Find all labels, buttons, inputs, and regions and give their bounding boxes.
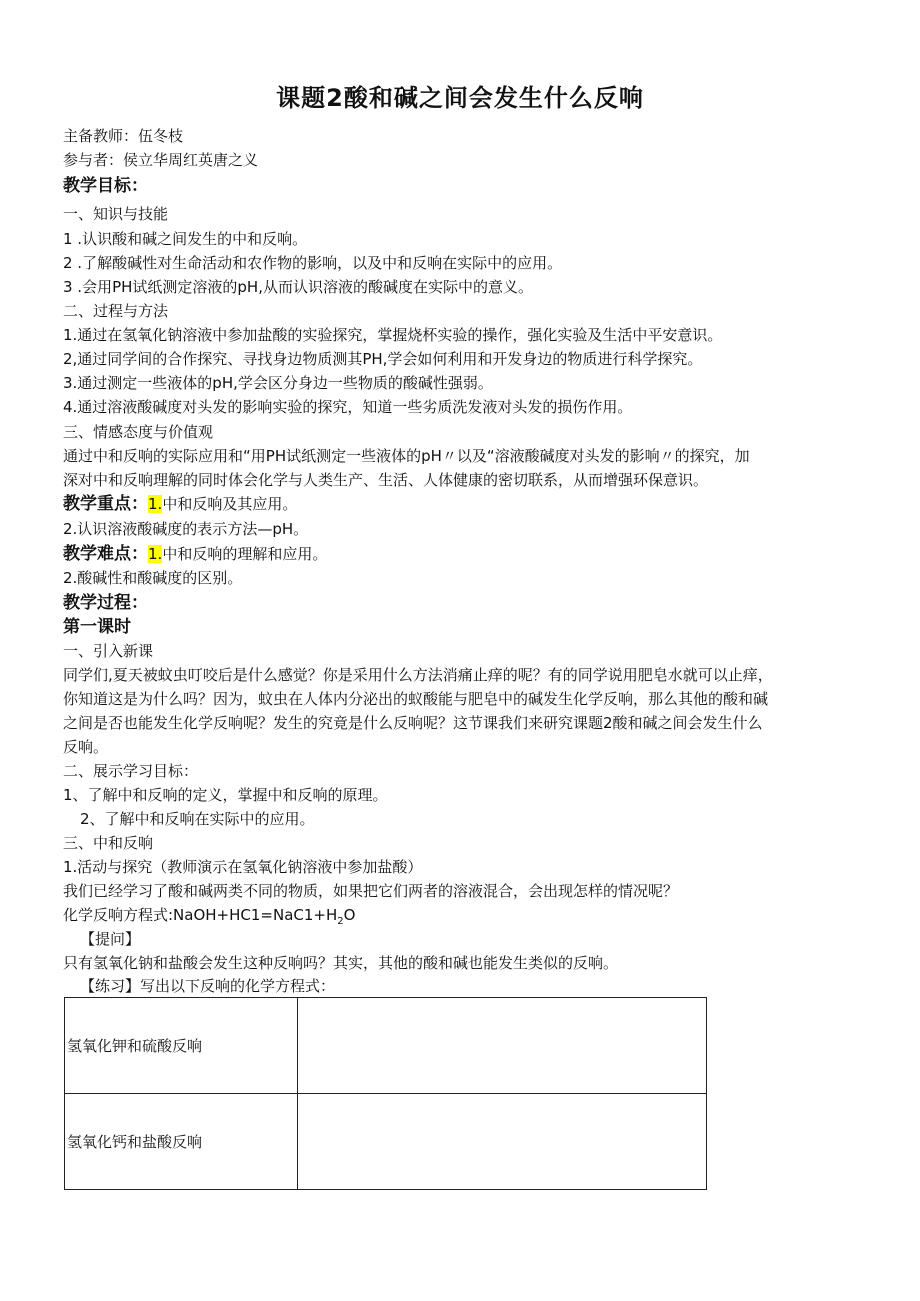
key-points (63, 494, 297, 514)
key-point-item: 2.认识溶液酸碱度的表示方法—pH。 (63, 520, 309, 538)
difficulties (63, 544, 327, 564)
key-point-item: 中和反响及其应用。 (162, 495, 298, 513)
process-heading: 二、过程与方法 (63, 302, 169, 320)
difficulty-item: 2.酸碱性和酸碱度的区别。 (63, 569, 243, 587)
equation-end: O (343, 906, 356, 924)
knowledge-item: 2 .了解酸碱性对生命活动和农作物的影响，以及中和反响在实际中的应用。 (63, 254, 563, 272)
answer-cell[interactable] (298, 1094, 707, 1190)
ask-label: 【提问】 (80, 930, 141, 948)
intro-text: 同学们,夏天被蚊虫叮咬后是什么感觉？你是采用什么方法消痛止痒的呢？有的同学说用肥皂水就可以止痒， (63, 666, 773, 684)
chemical-equation (63, 905, 355, 932)
process-item: 2,通过同学间的合作探究、寻找身边物质测其PH,学会如何利用和开发身边的物质进行科学探究。 (63, 350, 703, 368)
intro-text: 反响。 (63, 738, 109, 756)
answer-cell[interactable] (298, 998, 707, 1094)
goal-item: 1、了解中和反响的定义，掌握中和反响的原理。 (63, 786, 388, 804)
goal-item: 2、了解中和反响在实际中的应用。 (80, 810, 315, 828)
question-text: 我们已经学习了酸和碱两类不同的物质，如果把它们两者的溶液混合，会出现怎样的情况呢？ (63, 882, 679, 900)
page-title: 课题2酸和碱之间会发生什么反响 (276, 84, 644, 112)
participants: 参与者：侯立华周红英唐之义 (63, 151, 259, 169)
equation-text: 化学反响方程式:NaOH+HC1=NaC1+H (63, 906, 338, 924)
table-row (65, 1094, 707, 1190)
goals-heading: 二、展示学习目标： (63, 762, 199, 780)
emotion-text: 通过中和反响的实际应用和“用PH试纸测定一些液体的pH〃以及“溶液酸碱度对头发的影响〃的探究，加 (63, 447, 750, 465)
equation-subscript: 2 (337, 916, 344, 927)
intro-text: 你知道这是为什么吗？因为，蚊虫在人体内分泌出的蚁酸能与肥皂中的碱发生化学反响，那么其他的酸和碱 (63, 690, 769, 708)
ask-text: 只有氢氧化钠和盐酸会发生这种反响吗？其实，其他的酸和碱也能发生类似的反响。 (63, 954, 619, 972)
difficulty-item: 中和反响的理解和应用。 (162, 545, 328, 563)
emotion-heading: 三、情感态度与价值观 (63, 423, 214, 441)
key-points-label: 教学重点： (63, 494, 148, 514)
neutralization-heading: 三、中和反响 (63, 834, 154, 852)
lead-teacher: 主备教师：伍冬枝 (63, 127, 184, 145)
highlight-number: 1. (148, 545, 163, 563)
intro-text: 之间是否也能发生化学反响呢？发生的究竟是什么反响呢？这节课我们来研究课题2酸和碱之间会发生什么 (63, 714, 763, 732)
process-item: 1.通过在氢氧化钠溶液中参加盐酸的实验探究，掌握烧杯实验的操作，强化实验及生活中平安意识。 (63, 326, 723, 344)
difficulties-label: 教学难点： (63, 544, 148, 564)
knowledge-item: 3 .会用PH试纸测定溶液的pH,从而认识溶液的酸碱度在实际中的意义。 (63, 278, 533, 296)
reaction-cell: 氢氧化钙和盐酸反响 (65, 1094, 298, 1190)
intro-heading: 一、引入新课 (63, 642, 154, 660)
practice-table (64, 997, 707, 1190)
knowledge-item: 1 .认识酸和碱之间发生的中和反响。 (63, 230, 308, 248)
reaction-cell: 氢氧化钾和硫酸反响 (65, 998, 298, 1094)
process-item: 4.通过溶液酸碱度对头发的影响实验的探究，知道一些劣质洗发液对头发的损伤作用。 (63, 398, 633, 416)
knowledge-heading: 一、知识与技能 (63, 205, 169, 223)
teaching-process-heading: 教学过程： (63, 593, 148, 613)
highlight-number: 1. (148, 495, 163, 513)
activity-text: 1.活动与探究（教师演示在氢氧化钠溶液中参加盐酸） (63, 858, 423, 876)
table-row (65, 998, 707, 1094)
process-item: 3.通过测定一些液体的pH,学会区分身边一些物质的酸碱性强弱。 (63, 374, 493, 392)
lesson-heading: 第一课时 (63, 617, 131, 637)
emotion-text: 深对中和反响理解的同时体会化学与人类生产、生活、人体健康的密切联系，从而增强环保意识。 (63, 471, 709, 489)
practice-label: 【练习】写出以下反响的化学方程式： (80, 977, 336, 995)
objectives-heading: 教学目标： (63, 176, 148, 196)
